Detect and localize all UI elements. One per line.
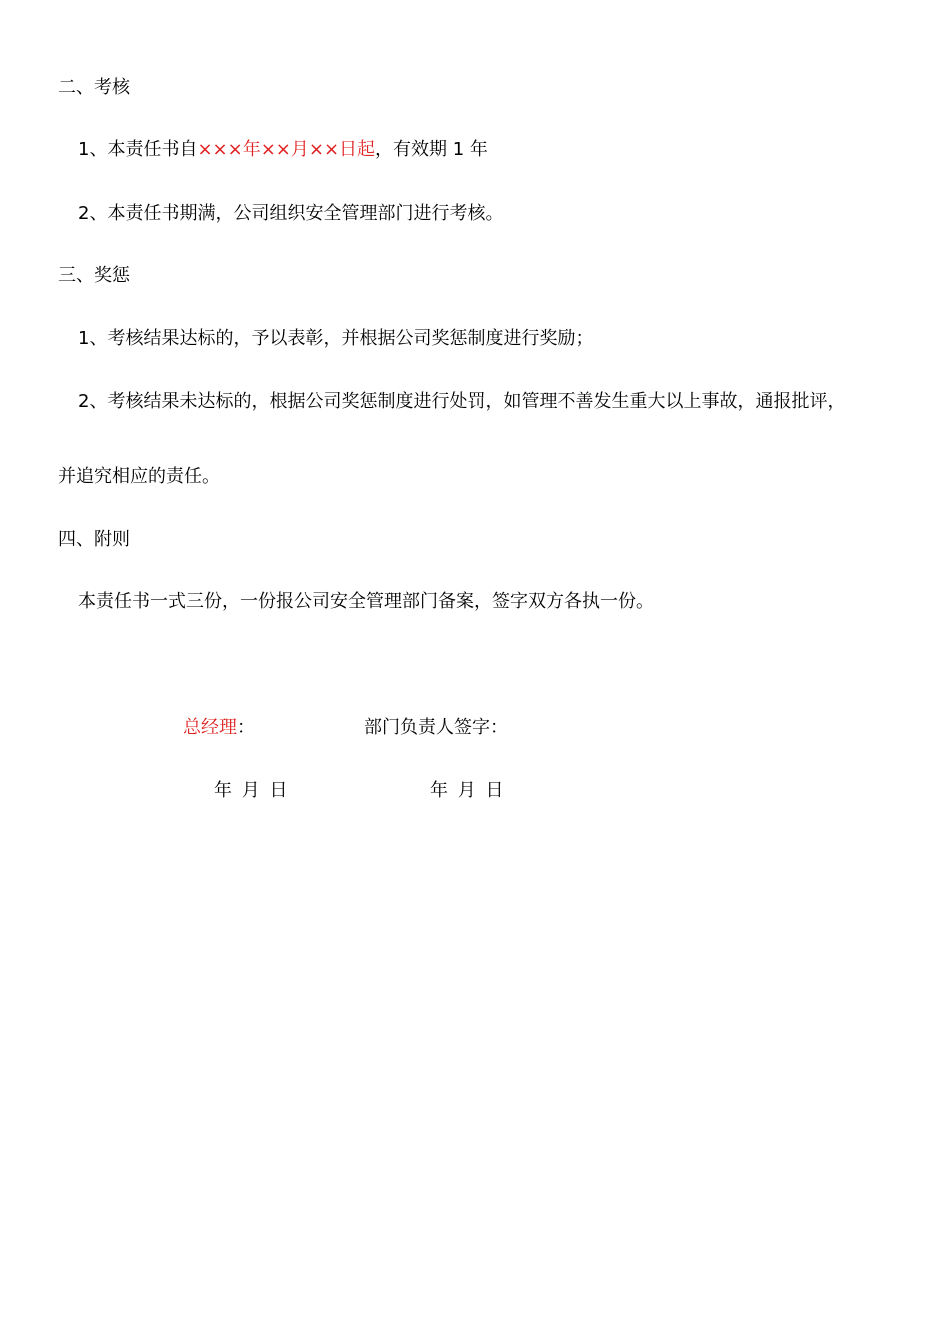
dept-signature-label: 部门负责人签字：	[364, 717, 508, 738]
validity-prefix: 1、本责任书自	[78, 139, 198, 160]
paragraph-expiry-assessment: 2、本责任书期满，公司组织安全管理部门进行考核。	[78, 203, 504, 224]
dept-date-day: 日	[485, 780, 504, 801]
paragraph-validity	[78, 138, 488, 162]
validity-suffix: ，有效期 1 年	[375, 139, 488, 160]
dept-date-line	[430, 779, 503, 803]
gm-date-line	[214, 779, 287, 803]
dept-date-month: 月	[457, 780, 476, 801]
validity-date-highlight: ×××年××月××日起	[197, 139, 376, 160]
paragraph-reward: 1、考核结果达标的，予以表彰，并根据公司奖惩制度进行奖励；	[78, 328, 594, 349]
dept-date-year: 年	[430, 780, 448, 801]
section-heading-assessment: 二、考核	[58, 77, 130, 98]
gm-date-day: 日	[269, 780, 288, 801]
gm-date-month: 月	[241, 780, 260, 801]
gm-signature-label	[183, 716, 255, 740]
gm-label: 总经理	[183, 717, 237, 738]
gm-colon: ：	[237, 717, 255, 738]
section-heading-rewards: 三、奖惩	[58, 265, 130, 286]
section-heading-appendix: 四、附则	[58, 529, 130, 550]
gm-date-year: 年	[214, 780, 232, 801]
paragraph-copies: 本责任书一式三份，一份报公司安全管理部门备案，签字双方各执一份。	[78, 591, 654, 612]
paragraph-penalty-line1: 2、考核结果未达标的，根据公司奖惩制度进行处罚，如管理不善发生重大以上事故，通报批评，	[78, 391, 846, 412]
paragraph-penalty-line2: 并追究相应的责任。	[58, 466, 220, 487]
